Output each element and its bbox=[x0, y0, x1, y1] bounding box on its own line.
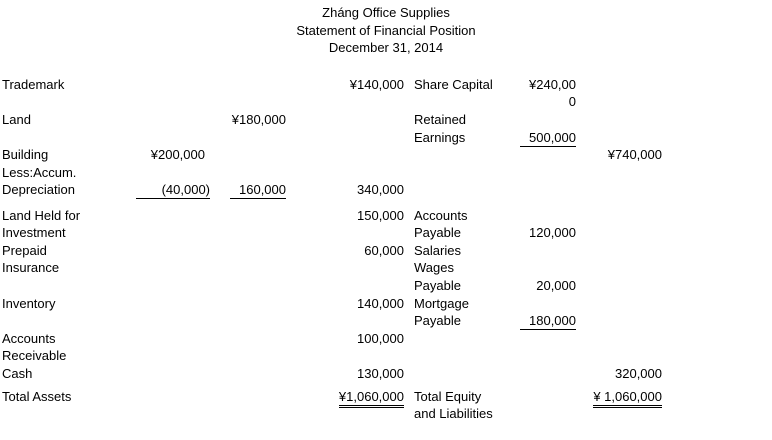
salaries-amount: 20,000 bbox=[536, 278, 576, 293]
trademark-amount: ¥140,000 bbox=[349, 77, 404, 92]
total-equity-liabilities-amount: ¥ 1,060,000 bbox=[593, 388, 662, 408]
total-equity-liabilities-label-line1: Total Equity bbox=[414, 389, 482, 404]
prepaid-amount: 60,000 bbox=[364, 243, 404, 258]
receivable-amount: 100,000 bbox=[357, 331, 404, 346]
retained-amount: 500,000 bbox=[520, 129, 576, 147]
salaries-label-line3: Payable bbox=[414, 278, 461, 293]
inventory-label: Inventory bbox=[2, 296, 56, 311]
company-name: Zháng Office Supplies bbox=[322, 5, 450, 20]
less-accum-label: Less:Accum. bbox=[2, 165, 77, 180]
trademark-label: Trademark bbox=[2, 77, 65, 92]
receivable-label-line2: Receivable bbox=[2, 348, 67, 363]
accounts-payable-label-line1: Accounts bbox=[414, 208, 468, 223]
land-building-subtotal: 340,000 bbox=[357, 182, 404, 197]
share-capital-label: Share Capital bbox=[414, 77, 493, 92]
land-held-amount: 150,000 bbox=[357, 208, 404, 223]
inventory-amount: 140,000 bbox=[357, 296, 404, 311]
land-held-label-line1: Land Held for bbox=[2, 208, 81, 223]
share-capital-amount-line2: 0 bbox=[568, 94, 576, 109]
accounts-payable-amount: 120,000 bbox=[529, 225, 576, 240]
accum-dep-amount: (40,000) bbox=[136, 181, 210, 199]
depreciation-label: Depreciation bbox=[2, 182, 75, 197]
total-equity-liabilities-label-line2: and Liabilities bbox=[414, 406, 493, 421]
land-held-label-line2: Investment bbox=[2, 225, 66, 240]
cash-label: Cash bbox=[2, 366, 33, 381]
mortgage-amount: 180,000 bbox=[520, 312, 576, 330]
building-net-amount: 160,000 bbox=[230, 181, 286, 199]
prepaid-label-line2: Insurance bbox=[2, 260, 60, 275]
salaries-label-line2: Wages bbox=[414, 260, 454, 275]
salaries-label-line1: Salaries bbox=[414, 243, 461, 258]
total-assets-amount: ¥1,060,000 bbox=[339, 388, 404, 408]
share-capital-amount-line1: ¥240,00 bbox=[529, 77, 576, 92]
land-amount: ¥180,000 bbox=[231, 112, 286, 127]
building-cost: ¥200,000 bbox=[150, 147, 205, 162]
statement-date: December 31, 2014 bbox=[328, 40, 444, 55]
total-assets-label: Total Assets bbox=[2, 389, 72, 404]
mortgage-label-line1: Mortgage bbox=[414, 296, 469, 311]
mortgage-label-line2: Payable bbox=[414, 313, 461, 328]
liabilities-total: 320,000 bbox=[615, 366, 662, 381]
land-label: Land bbox=[2, 112, 31, 127]
accounts-payable-label-line2: Payable bbox=[414, 225, 461, 240]
retained-label-line2: Earnings bbox=[414, 130, 466, 145]
building-label: Building bbox=[2, 147, 49, 162]
equity-total: ¥740,000 bbox=[607, 147, 662, 162]
cash-amount: 130,000 bbox=[357, 366, 404, 381]
prepaid-label-line1: Prepaid bbox=[2, 243, 47, 258]
statement-title: Statement of Financial Position bbox=[296, 23, 476, 38]
retained-label-line1: Retained bbox=[414, 112, 467, 127]
receivable-label-line1: Accounts bbox=[2, 331, 56, 346]
